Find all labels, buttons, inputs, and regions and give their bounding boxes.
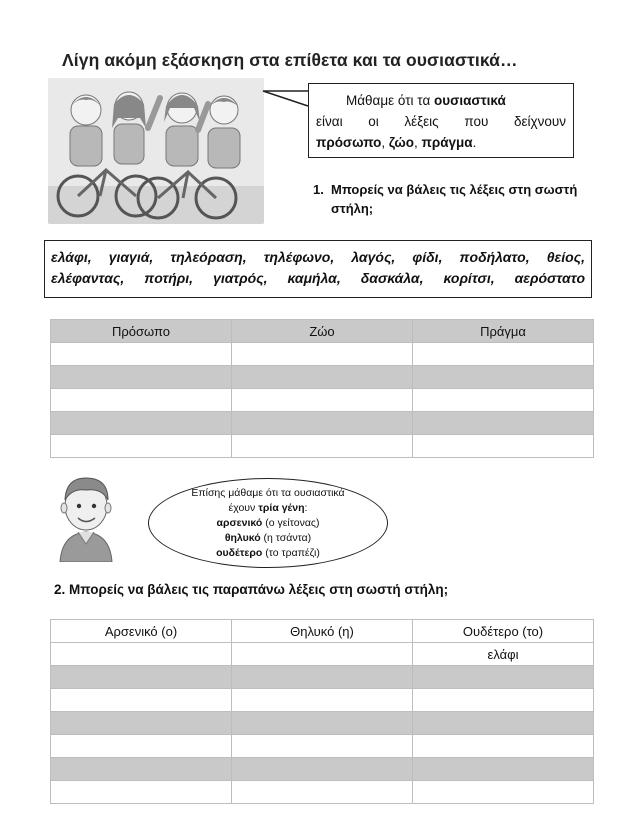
- bubble-line: Επίσης μάθαμε ότι τα ουσιαστικά: [191, 486, 345, 499]
- table-row: [51, 643, 594, 666]
- callout-text: Μάθαμε ότι τα: [346, 93, 435, 108]
- column-header-thing: Πράγμα: [413, 320, 594, 343]
- gender-example: (ο γείτονας): [262, 516, 320, 529]
- answer-cell[interactable]: [232, 689, 413, 712]
- nouns-definition-callout: [308, 83, 574, 158]
- noun-genders-speech-bubble: [148, 478, 388, 568]
- answer-cell[interactable]: [51, 758, 232, 781]
- column-header-neuter: Ουδέτερο (το): [413, 620, 594, 643]
- table-row: [51, 712, 594, 735]
- answer-cell[interactable]: [413, 781, 594, 804]
- table-row: [51, 689, 594, 712]
- answer-cell[interactable]: [413, 712, 594, 735]
- table-row: [51, 366, 594, 389]
- table-row: [51, 343, 594, 366]
- question-2: 2. Μπορείς να βάλεις τις παραπάνω λέξεις στη σωστή στήλη;: [54, 582, 449, 597]
- answer-cell[interactable]: [51, 435, 232, 458]
- answer-cell[interactable]: [51, 643, 232, 666]
- period: .: [472, 135, 477, 150]
- answer-cell[interactable]: [51, 712, 232, 735]
- answer-cell[interactable]: [413, 389, 594, 412]
- answer-cell[interactable]: [232, 435, 413, 458]
- question-number: 1.: [313, 182, 324, 197]
- callout-pointer: [262, 90, 312, 120]
- column-header-masculine: Αρσενικό (ο): [51, 620, 232, 643]
- column-header-feminine: Θηλυκό (η): [232, 620, 413, 643]
- boy-illustration: [54, 470, 118, 562]
- table-row: [51, 412, 594, 435]
- callout-word-person: πρόσωπο: [316, 135, 382, 150]
- answer-cell[interactable]: [232, 412, 413, 435]
- bubble-text: έχουν: [228, 501, 259, 514]
- word-list-line-1: ελάφι, γιαγιά, τηλεόραση, τηλέφωνο, λαγός, φίδι, ποδήλατο, θείος,: [51, 249, 585, 265]
- answer-cell[interactable]: [51, 735, 232, 758]
- bubble-text: :: [304, 501, 308, 514]
- answer-cell[interactable]: [232, 758, 413, 781]
- bubble-keyword: τρία γένη: [258, 501, 305, 514]
- question-text: Μπορείς να βάλεις τις λέξεις στη σωστή στήλη;: [331, 182, 578, 216]
- answer-cell[interactable]: [413, 343, 594, 366]
- worksheet-title: Λίγη ακόμη εξάσκηση στα επίθετα και τα ουσιαστικά…: [62, 50, 518, 70]
- callout-word-thing: πράγμα: [421, 135, 473, 150]
- callout-keyword: ουσιαστικά: [434, 93, 506, 108]
- answer-cell[interactable]: [232, 735, 413, 758]
- children-on-bikes-illustration: [48, 78, 264, 224]
- answer-cell[interactable]: [51, 343, 232, 366]
- table-row: [51, 435, 594, 458]
- answer-cell[interactable]: [413, 735, 594, 758]
- table-row: [51, 389, 594, 412]
- answer-cell[interactable]: [413, 758, 594, 781]
- column-header-person: Πρόσωπο: [51, 320, 232, 343]
- table-row: [51, 758, 594, 781]
- answer-cell[interactable]: [413, 366, 594, 389]
- answer-cell[interactable]: [232, 643, 413, 666]
- answer-cell[interactable]: [232, 712, 413, 735]
- answer-cell[interactable]: [232, 366, 413, 389]
- example-answer-cell: ελάφι: [413, 643, 594, 666]
- gender-feminine: θηλυκό: [224, 531, 261, 544]
- answer-cell[interactable]: [232, 781, 413, 804]
- answer-cell[interactable]: [51, 666, 232, 689]
- table-row: [51, 735, 594, 758]
- column-header-animal: Ζώο: [232, 320, 413, 343]
- answer-cell[interactable]: [51, 412, 232, 435]
- callout-word-animal: ζώο: [388, 135, 415, 150]
- table-row: [51, 666, 594, 689]
- answer-cell[interactable]: [413, 666, 594, 689]
- bubble-line: [229, 501, 308, 516]
- bubble-line: [216, 546, 320, 561]
- answer-cell[interactable]: [51, 389, 232, 412]
- word-list-line-2: ελέφαντας, ποτήρι, γιατρός, καμήλα, δασκάλα, κορίτσι, αερόστατο: [51, 270, 585, 286]
- separator: ,: [381, 135, 389, 150]
- answer-cell[interactable]: [413, 689, 594, 712]
- gender-example: (το τραπέζι): [262, 546, 320, 559]
- separator: ,: [414, 135, 422, 150]
- answer-cell[interactable]: [51, 689, 232, 712]
- answer-cell[interactable]: [232, 389, 413, 412]
- callout-text-line2: είναι οι λέξεις που δείχνουν: [316, 114, 566, 129]
- word-list-box: [44, 240, 592, 298]
- bubble-line: [225, 531, 311, 546]
- answer-cell[interactable]: [413, 412, 594, 435]
- answer-cell[interactable]: [51, 366, 232, 389]
- bubble-line: [217, 516, 320, 531]
- answer-cell[interactable]: [413, 435, 594, 458]
- gender-table: [50, 619, 594, 804]
- question-1: [313, 180, 583, 218]
- gender-masculine: αρσενικό: [216, 516, 263, 529]
- answer-cell[interactable]: [232, 666, 413, 689]
- answer-cell[interactable]: [51, 781, 232, 804]
- person-animal-thing-table: [50, 319, 594, 458]
- gender-example: (η τσάντα): [260, 531, 312, 544]
- answer-cell[interactable]: [232, 343, 413, 366]
- table-row: [51, 781, 594, 804]
- gender-neuter: ουδέτερο: [216, 546, 263, 559]
